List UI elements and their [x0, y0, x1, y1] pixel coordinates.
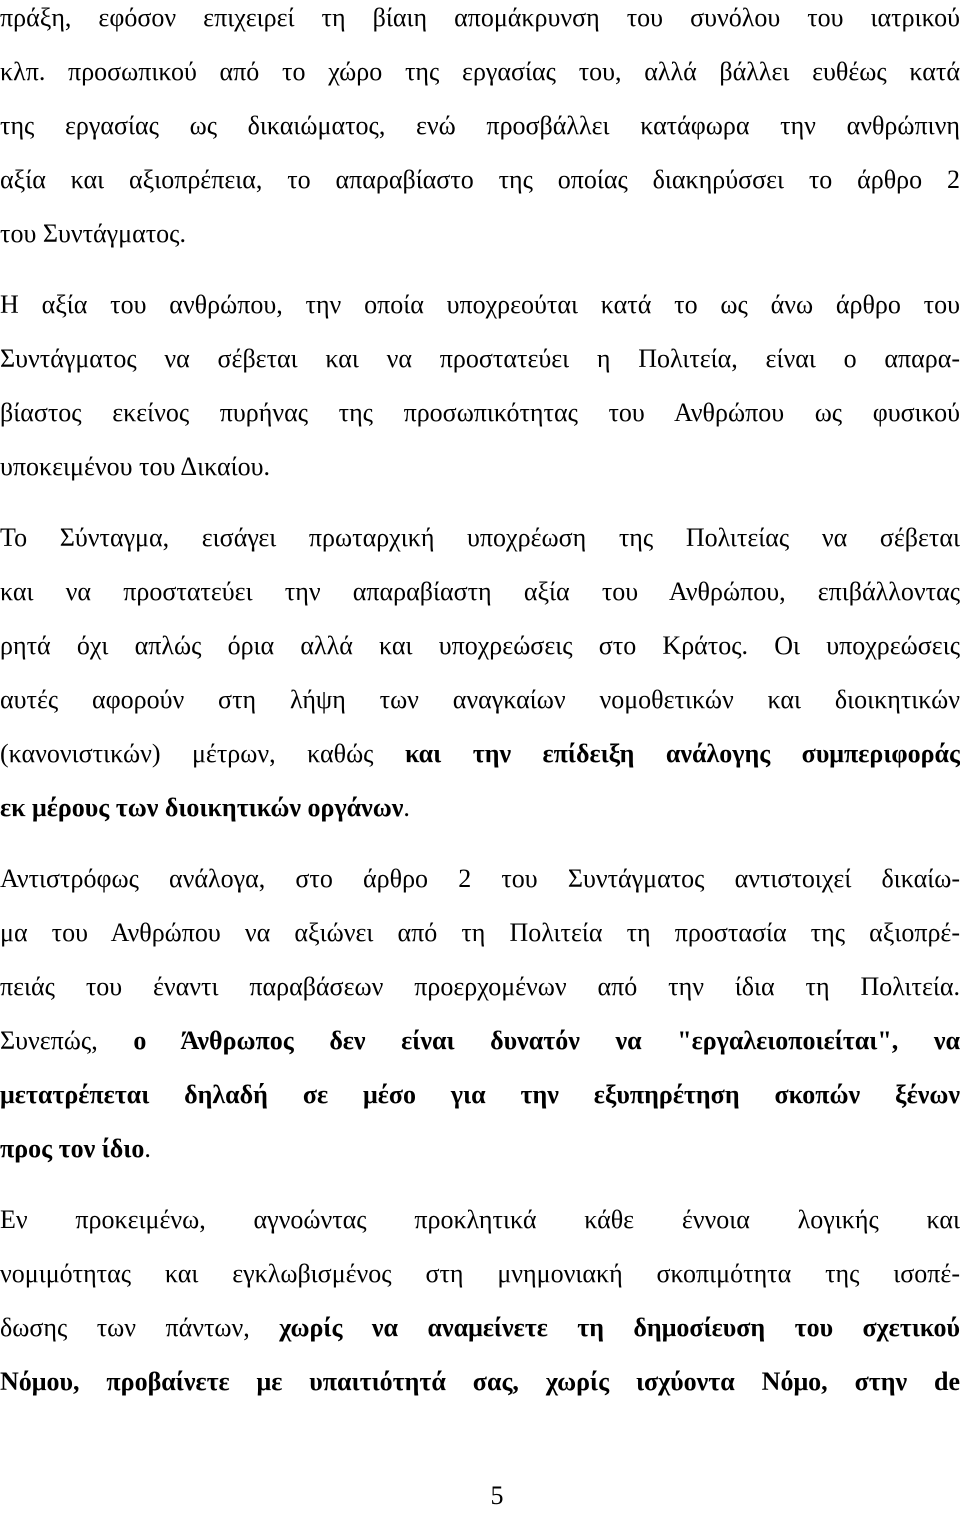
p3-line-5-normal: (κανονιστικών) μέτρων, καθώς — [0, 739, 405, 768]
p3-line-1: Το Σύνταγμα, εισάγει πρωταρχική υποχρέωση της Πολιτείας να σέβεται — [0, 523, 960, 552]
p3-line-6-end: . — [403, 793, 410, 822]
p5-line-4-bold: Νόμου, προβαίνετε με υπαιτιότητά σας, χωρίς ισχύοντα Νόμο, στην de — [0, 1367, 960, 1396]
p4-line-6 — [0, 1129, 960, 1169]
p1-line-3: της εργασίας ως δικαιώματος, ενώ προσβάλλει κατάφωρα την ανθρώπινη — [0, 111, 960, 140]
p5-line-1: Εν προκειμένω, αγνοώντας προκλητικά κάθε έννοια λογικής και — [0, 1205, 960, 1234]
p4-line-1: Αντιστρόφως ανάλογα, στο άρθρο 2 του Συντάγματος αντιστοιχεί δικαίω- — [0, 864, 960, 893]
p2-line-2: Συντάγματος να σέβεται και να προστατεύει η Πολιτεία, είναι ο απαρα- — [0, 344, 960, 373]
p3-line-5 — [0, 734, 960, 774]
p4-line-4 — [0, 1021, 960, 1061]
p4-line-6-end: . — [144, 1134, 151, 1163]
p3-line-6-bold: εκ μέρους των διοικητικών οργάνων — [0, 793, 404, 822]
p3-line-4: αυτές αφορούν στη λήψη των αναγκαίων νομοθετικών και διοικητικών — [0, 685, 960, 714]
p1-line-5: του Συντάγματος. — [0, 219, 186, 248]
p1-line-1: πράξη, εφόσον επιχειρεί τη βίαιη απομάκρυνση του συνόλου του ιατρικού — [0, 3, 960, 32]
p5-line-3-normal: δωσης των πάντων, — [0, 1313, 280, 1342]
p5-line-2: νομιμότητας και εγκλωβισμένος στη μνημονιακή σκοπιμότητα της ισοπέ- — [0, 1259, 960, 1288]
p2-line-1: Η αξία του ανθρώπου, την οποία υποχρεούται κατά το ως άνω άρθρο του — [0, 290, 960, 319]
p3-line-2: και να προστατεύει την απαραβίαστη αξία του Ανθρώπου, επιβάλλοντας — [0, 577, 960, 606]
p3-line-3: ρητά όχι απλώς όρια αλλά και υποχρεώσεις στο Κράτος. Οι υποχρεώσεις — [0, 631, 960, 660]
p5-line-3-bold: χωρίς να αναμείνετε τη δημοσίευση του σχετικού — [279, 1313, 960, 1342]
p3-line-5-bold: και την επίδειξη ανάλογης συμπεριφοράς — [404, 739, 960, 768]
p4-line-2: μα του Ανθρώπου να αξιώνει από τη Πολιτεία τη προστασία της αξιοπρέ- — [0, 918, 960, 947]
p4-line-4-normal: Συνεπώς, — [0, 1026, 134, 1055]
p4-line-4-bold: ο Άνθρωπος δεν είναι δυνατόν να "εργαλειοποιείται", να — [133, 1026, 960, 1055]
p5-line-3 — [0, 1308, 960, 1348]
p1-line-2: κλπ. προσωπικού από το χώρο της εργασίας του, αλλά βάλλει ευθέως κατά — [0, 57, 960, 86]
p1-line-4: αξία και αξιοπρέπεια, το απαραβίαστο της οποίας διακηρύσσει το άρθρο 2 — [0, 165, 960, 194]
p5-line-4 — [0, 1362, 960, 1402]
p4-line-5-bold: μετατρέπεται δηλαδή σε μέσο για την εξυπηρέτηση σκοπών ξένων — [0, 1080, 960, 1109]
p2-line-3: βίαστος εκείνος πυρήνας της προσωπικότητας του Ανθρώπου ως φυσικού — [0, 398, 960, 427]
p2-line-4: υποκειμένου του Δικαίου. — [0, 452, 270, 481]
p3-line-6 — [0, 788, 960, 828]
p4-line-6-bold: προς τον ίδιο — [0, 1134, 145, 1163]
page-number: 5 — [490, 1481, 504, 1510]
p4-line-5 — [0, 1075, 960, 1115]
p4-line-3: πειάς του έναντι παραβάσεων προερχομένων από την ίδια τη Πολιτεία. — [0, 972, 960, 1001]
